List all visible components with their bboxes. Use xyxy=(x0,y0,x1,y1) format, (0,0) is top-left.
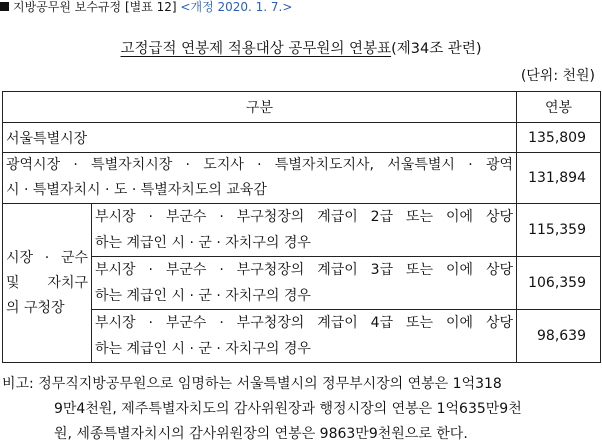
row-label xyxy=(3,153,517,204)
remarks-note xyxy=(2,372,598,447)
subrow-label-line: 부시장 · 부군수 · 부구청장의 계급이 4급 또는 이에 상당 xyxy=(95,315,513,331)
row-salary: 106,359 xyxy=(517,257,601,310)
table-row xyxy=(3,257,601,310)
title-main: 고정급적 연봉제 적용대상 공무원의 연봉표 xyxy=(120,41,392,57)
title-reference: (제34조 관련) xyxy=(391,41,482,57)
table-row xyxy=(3,204,601,257)
group-label-line: 시장 · 군수 xyxy=(6,249,88,266)
subrow-label-line: 하는 계급인 시 · 군 · 자치구의 경우 xyxy=(95,341,311,357)
regulation-header xyxy=(0,0,292,14)
table-header-row xyxy=(3,92,601,123)
note-line: 비고: 정무직지방공무원으로 임명하는 서울특별시의 정무부시장의 연봉은 1억318 xyxy=(2,376,502,392)
note-line: 9만4천원, 제주특별자치도의 감사위원장과 행정시장의 연봉은 1억635만9천 xyxy=(54,401,522,417)
subrow-label xyxy=(92,257,517,310)
row-salary: 131,894 xyxy=(517,153,601,204)
square-bullet-icon xyxy=(0,2,9,11)
row-label-line: 시 · 특별자치시 · 도 · 특별자치도의 교육감 xyxy=(6,182,267,198)
subrow-label-line: 하는 계급인 시 · 군 · 자치구의 경우 xyxy=(95,288,311,304)
subrow-label xyxy=(92,204,517,257)
header-salary: 연봉 xyxy=(517,92,601,123)
group-label-line: 의 구청장 xyxy=(6,299,65,316)
regulation-name: 지방공무원 보수규정 [별표 12] xyxy=(13,0,177,14)
table-row xyxy=(3,310,601,363)
table-row xyxy=(3,153,601,204)
subrow-label-line: 부시장 · 부군수 · 부구청장의 계급이 3급 또는 이에 상당 xyxy=(95,262,513,278)
header-category: 구분 xyxy=(3,92,517,123)
subrow-label-line: 하는 계급인 시 · 군 · 자치구의 경우 xyxy=(95,235,311,251)
unit-label: (단위: 천원) xyxy=(520,68,595,84)
group-label-line: 및 자치구 xyxy=(6,274,88,291)
subrow-label xyxy=(92,310,517,363)
row-salary: 98,639 xyxy=(517,310,601,363)
row-label-line: 광역시장 · 특별자치시장 · 도지사 · 특별자치도지사, 서울특별시 · 광역 xyxy=(6,157,513,173)
table-row xyxy=(3,123,601,153)
row-salary: 115,359 xyxy=(517,204,601,257)
document-title xyxy=(0,40,602,58)
salary-table xyxy=(2,91,601,363)
group-label xyxy=(3,204,92,363)
note-line: 원, 세종특별자치시의 감사위원장의 연봉은 9863만9천원으로 한다. xyxy=(54,426,468,442)
row-label: 서울특별시장 xyxy=(3,123,517,153)
subrow-label-line: 부시장 · 부군수 · 부구청장의 계급이 2급 또는 이에 상당 xyxy=(95,209,513,225)
revision-date: <개정 2020. 1. 7.> xyxy=(180,0,293,14)
row-salary: 135,809 xyxy=(517,123,601,153)
